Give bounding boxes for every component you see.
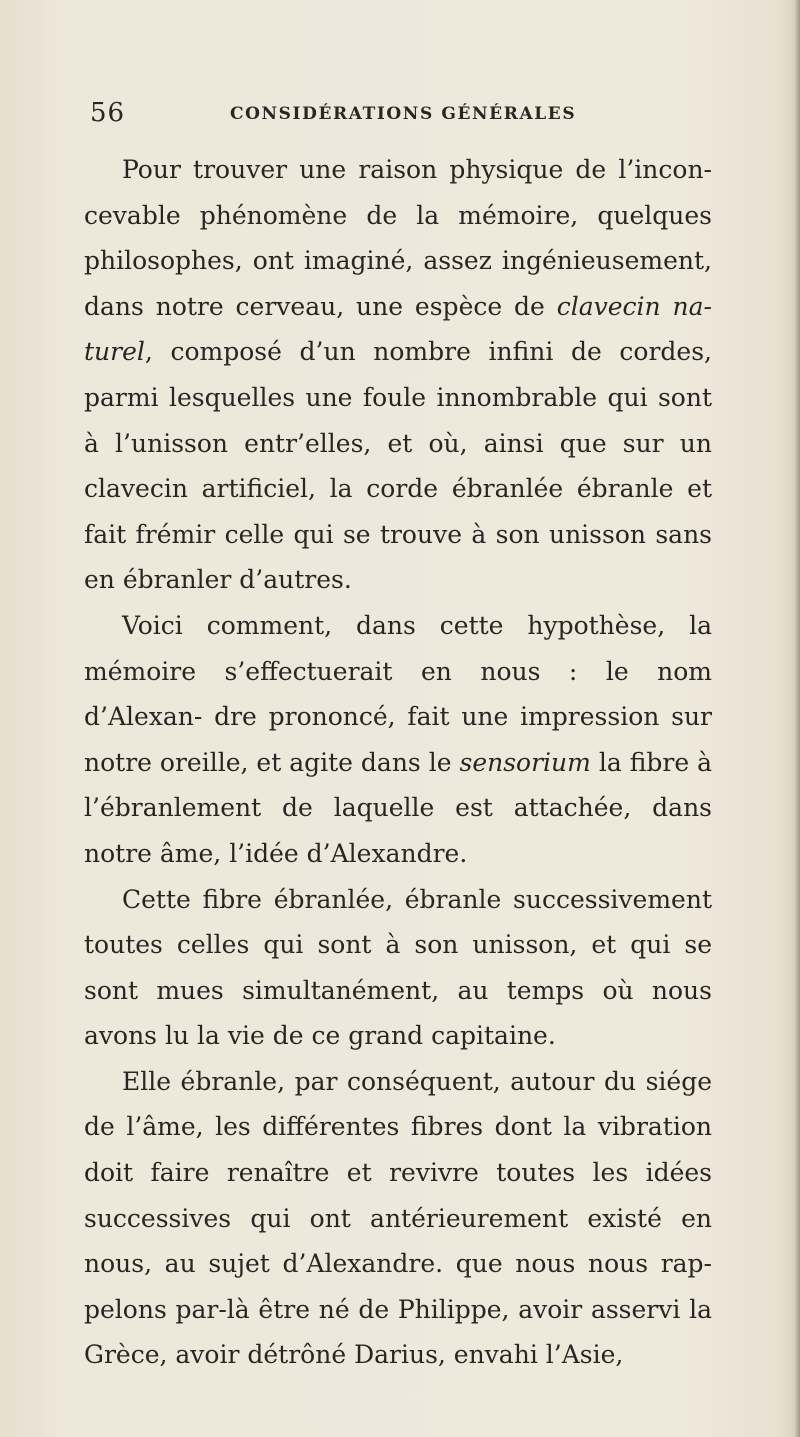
body-text xyxy=(84,147,712,1378)
page-edge-shadow xyxy=(794,0,800,1437)
paragraph-2 xyxy=(84,603,712,877)
page-header xyxy=(80,98,740,138)
paragraph-2-text-b: la fibre à l’ébranlement de laquelle est attachée, dans notre âme, l’idée d’Alexandre. xyxy=(84,747,712,868)
paragraph-3: Cette fibre ébranlée, ébranle successivement toutes celles qui sont à son unisson, et qui se sont mues simultanément, au temps où nous avons lu la vie de ce grand capitaine. xyxy=(84,884,712,1051)
paragraph-1-italic-clavecin: clavecin na- turel xyxy=(84,291,712,367)
paragraph-1 xyxy=(84,147,712,603)
paragraph-4: Elle ébranle, par conséquent, autour du siége de l’âme, les différentes fibres dont la vibration doit faire renaître et revivre toutes les idées successives qui ont antérieurement existé en nous, au sujet d’Alexandre. que nous nous rap- pelons par-là être né de Philippe, avoir asservi la Grèce, avoir détrôné Darius, envahi l’Asie, xyxy=(84,1066,712,1370)
paragraph-2-italic-sensorium: sensorium xyxy=(459,747,591,777)
running-head: CONSIDÉRATIONS GÉNÉRALES xyxy=(230,104,577,124)
paragraph-1-text-b: , composé d’un nombre infini de cordes, parmi lesquelles une foule innombrable qui sont à l’unisson entr’elles, et où, ainsi que sur un clavecin artificiel, la corde ébranlée ébranle et fait frémir celle qui se trouve à son unisson sans en ébranler d’autres. xyxy=(84,337,712,595)
page-number: 56 xyxy=(90,98,126,128)
paragraph-1-text-a: Pour trouver une raison physique de l’incon- cevable phénomène de la mémoire, quelques philosophes, ont imaginé, assez ingénieusement, dans notre cerveau, une espèce de xyxy=(84,155,712,321)
paragraph-2-text-a: Voici comment, dans cette hypothèse, la mémoire s’effectuerait en nous : le nom d’Alexan- dre prononcé, fait une impression sur notre oreille, et agite dans le xyxy=(84,610,712,777)
